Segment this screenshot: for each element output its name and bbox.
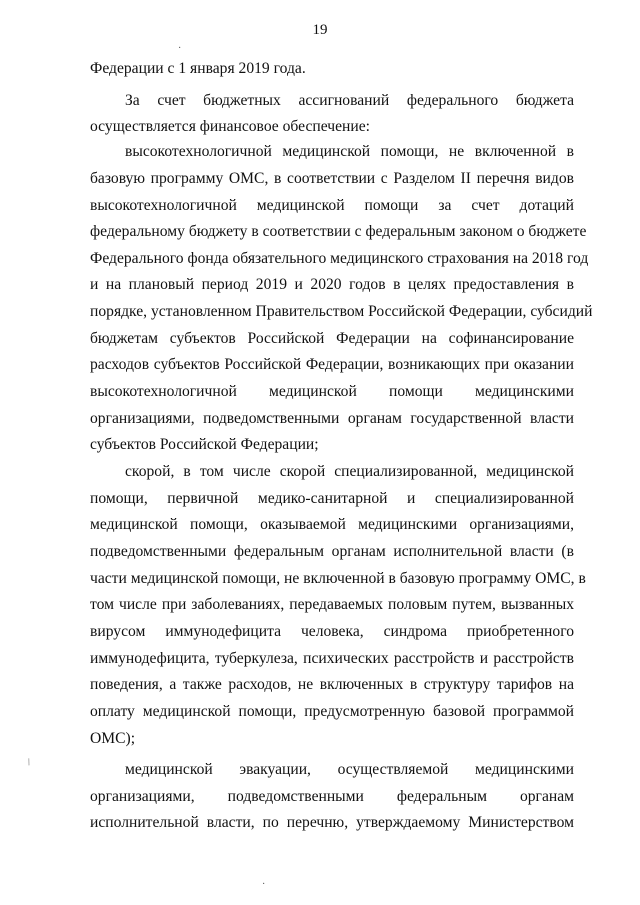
text-line: исполнительной власти, по перечню, утверждаемому Министерством [90, 814, 574, 831]
text-line: За счет бюджетных ассигнований федерального бюджета [125, 92, 574, 109]
text-line: федеральному бюджету в соответствии с федеральным законом о бюджете [90, 223, 587, 240]
text-line: порядке, установленном Правительством Российской Федерации, субсидий [90, 303, 593, 320]
text-line: поведения, а также расходов, не включенных в структуру тарифов на [90, 676, 574, 693]
text-line: осуществляется финансовое обеспечение: [90, 118, 370, 135]
text-line: оплату медицинской помощи, предусмотренную базовой программой [90, 703, 574, 720]
text-line: вирусом иммунодефицита человека, синдрома приобретенного [90, 623, 574, 640]
text-line: базовую программу ОМС, в соответствии с Разделом II перечня видов [90, 170, 574, 187]
text-line: медицинской помощи, оказываемой медицинскими организациями, [90, 516, 574, 533]
text-line: высокотехнологичной медицинской помощи за счет дотаций [90, 197, 574, 214]
text-line: том числе при заболеваниях, передаваемых половым путем, вызванных [90, 596, 574, 613]
scan-speck: / [26, 756, 33, 769]
text-line: высокотехнологичной медицинской помощи, не включенной в [125, 143, 574, 160]
text-line: Федерального фонда обязательного медицинского страхования на 2018 год [90, 250, 589, 267]
text-line: ОМС); [90, 730, 136, 747]
text-line: и на плановый период 2019 и 2020 годов в целях предоставления в [90, 276, 574, 293]
text-line: расходов субъектов Российской Федерации, возникающих при оказании [90, 356, 574, 373]
text-line: организациями, подведомственными федеральным органам [90, 788, 574, 805]
text-line: скорой, в том числе скорой специализированной, медицинской [125, 463, 574, 480]
text-line: иммунодефицита, туберкулеза, психических расстройств и расстройств [90, 650, 574, 667]
text-line: помощи, первичной медико-санитарной и специализированной [90, 490, 574, 507]
text-line: части медицинской помощи, не включенной в базовую программу ОМС, в [90, 570, 586, 587]
text-line: высокотехнологичной медицинской помощи медицинскими [90, 383, 574, 400]
scan-speck: · [262, 879, 266, 890]
text-line: подведомственными федеральным органам исполнительной власти (в [90, 543, 574, 560]
text-line: субъектов Российской Федерации; [90, 436, 319, 453]
text-line: организациями, подведомственными органам государственной власти [90, 410, 574, 427]
text-line: Федерации с 1 января 2019 года. [90, 60, 306, 77]
text-line: бюджетам субъектов Российской Федерации на софинансирование [90, 330, 574, 347]
text-line: медицинской эвакуации, осуществляемой медицинскими [125, 761, 574, 778]
scan-speck: · [178, 43, 182, 54]
page-number: 19 [312, 22, 328, 38]
